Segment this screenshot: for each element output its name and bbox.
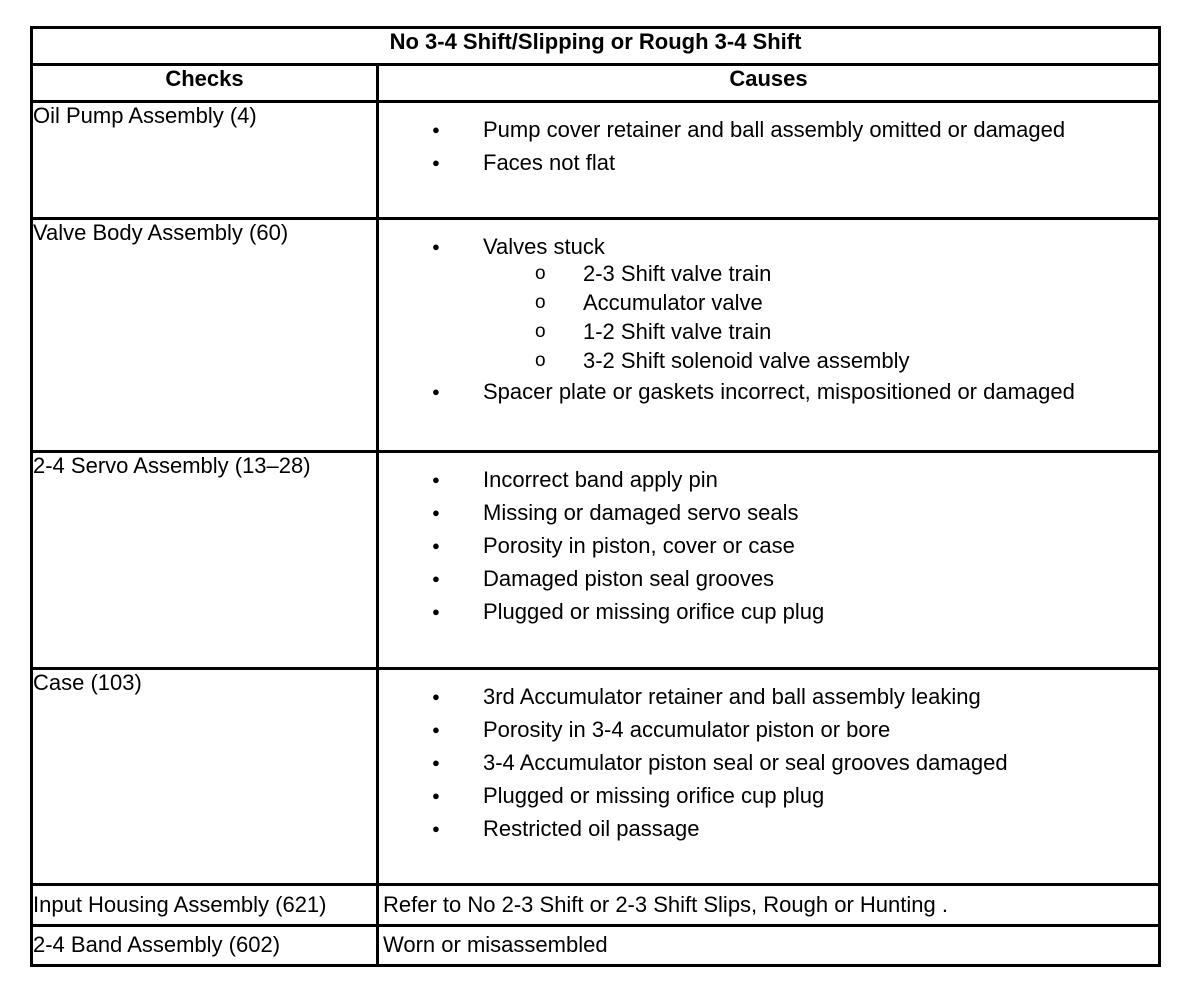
causes-cell [378,219,1160,452]
cause-item: ● Faces not flat [379,146,1158,179]
table-row [32,219,1160,452]
sub-cause-list [483,259,1158,375]
causes-list [379,113,1158,179]
check-cell: 2-4 Servo Assembly (13–28) [32,452,378,668]
causes-list [379,680,1158,845]
cause-item: ● Incorrect band apply pin [379,463,1158,496]
sub-cause-item: o Accumulator valve [483,288,1158,317]
causes-list [379,230,1158,408]
causes-cell [378,668,1160,884]
cause-item: ● 3rd Accumulator retainer and ball assembly leaking [379,680,1158,713]
table-row [32,925,1160,965]
causes-list [379,463,1158,628]
cause-item: ● Spacer plate or gaskets incorrect, mispositioned or damaged [379,375,1158,408]
check-cell: Oil Pump Assembly (4) [32,102,378,219]
table-row [32,884,1160,925]
cause-item: ● Porosity in piston, cover or case [379,529,1158,562]
check-cell: Input Housing Assembly (621) [32,884,378,925]
cause-item: ● Missing or damaged servo seals [379,496,1158,529]
cause-item: ● Restricted oil passage [379,812,1158,845]
sub-cause-item: o 2-3 Shift valve train [483,259,1158,288]
cause-item: ● Damaged piston seal grooves [379,562,1158,595]
cause-cell: Worn or misassembled [378,925,1160,965]
check-cell: Valve Body Assembly (60) [32,219,378,452]
causes-cell [378,452,1160,668]
cause-item: ● Porosity in 3-4 accumulator piston or bore [379,713,1158,746]
cause-item: ● Pump cover retainer and ball assembly omitted or damaged [379,113,1158,146]
cause-cell: Refer to No 2-3 Shift or 2-3 Shift Slips, Rough or Hunting . [378,884,1160,925]
cause-item: ● Plugged or missing orifice cup plug [379,779,1158,812]
diagnostic-table [30,26,1161,967]
check-cell: Case (103) [32,668,378,884]
table-title: No 3-4 Shift/Slipping or Rough 3-4 Shift [32,28,1160,65]
sub-cause-item: o 3-2 Shift solenoid valve assembly [483,346,1158,375]
table-row [32,668,1160,884]
check-cell: 2-4 Band Assembly (602) [32,925,378,965]
checks-header: Checks [32,65,378,102]
cause-text: Valves stuck [483,234,605,260]
cause-item: ● 3-4 Accumulator piston seal or seal grooves damaged [379,746,1158,779]
causes-header: Causes [378,65,1160,102]
sub-cause-item: o 1-2 Shift valve train [483,317,1158,346]
cause-item [379,230,1158,375]
table-row [32,452,1160,668]
causes-cell [378,102,1160,219]
table-row [32,102,1160,219]
cause-item: ● Plugged or missing orifice cup plug [379,595,1158,628]
